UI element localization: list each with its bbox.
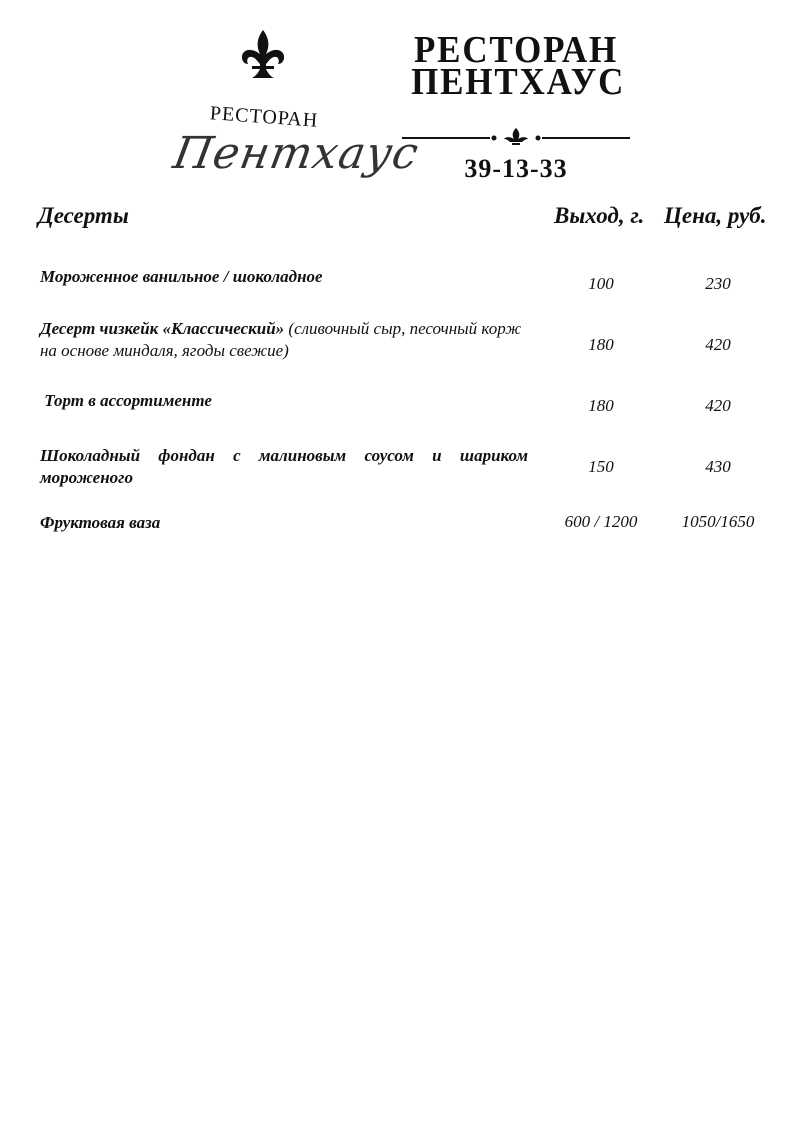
section-title: Десерты	[38, 203, 129, 228]
menu-item-price: 230	[705, 274, 731, 293]
logo-left-word: РЕСТОРАН	[209, 102, 319, 132]
restaurant-logo-left	[169, 28, 423, 179]
menu-item-title: Торт в ассортименте	[40, 391, 212, 410]
logo-left-script: Пентхаус	[169, 128, 423, 179]
menu-item-name	[40, 266, 528, 288]
menu-item-name	[40, 512, 528, 534]
restaurant-phone: 39-13-33	[464, 154, 568, 183]
ornament-divider-icon	[402, 126, 630, 148]
column-header-yield: Выход, г.	[554, 203, 645, 228]
fleur-de-lis-icon	[238, 28, 288, 80]
menu-item-description: (сливочный сыр, песочный корж на основе миндаля, ягоды свежие)	[40, 319, 522, 360]
menu-item-price: 430	[705, 457, 731, 476]
logo-right-line1: РЕСТОРАН	[413, 29, 619, 71]
menu-item-yield: 100	[588, 274, 614, 293]
restaurant-logo-right	[402, 29, 630, 183]
menu-item-name	[40, 390, 528, 412]
menu-item-name	[40, 318, 528, 362]
menu-item-title: Шоколадный фондан с малиновым соусом и шариком мороженого	[40, 446, 528, 487]
menu-item-price: 420	[705, 335, 731, 354]
menu-item-yield: 150	[588, 457, 614, 476]
menu-item-price: 1050/1650	[681, 512, 755, 531]
column-header-price: Цена, руб.	[664, 203, 767, 228]
menu-item-title: Десерт чизкейк «Классический»	[40, 319, 285, 338]
menu-item-price: 420	[705, 396, 731, 415]
menu-item-yield: 600 / 1200	[564, 512, 638, 531]
logo-right-line2: ПЕНТХАУС	[411, 61, 626, 103]
menu-item-title: Мороженное ванильное / шоколадное	[40, 267, 323, 286]
menu-item-yield: 180	[588, 396, 614, 415]
menu-item-yield: 180	[588, 335, 614, 354]
menu-item-title: Фруктовая ваза	[40, 513, 161, 532]
menu-item-name	[40, 445, 528, 489]
